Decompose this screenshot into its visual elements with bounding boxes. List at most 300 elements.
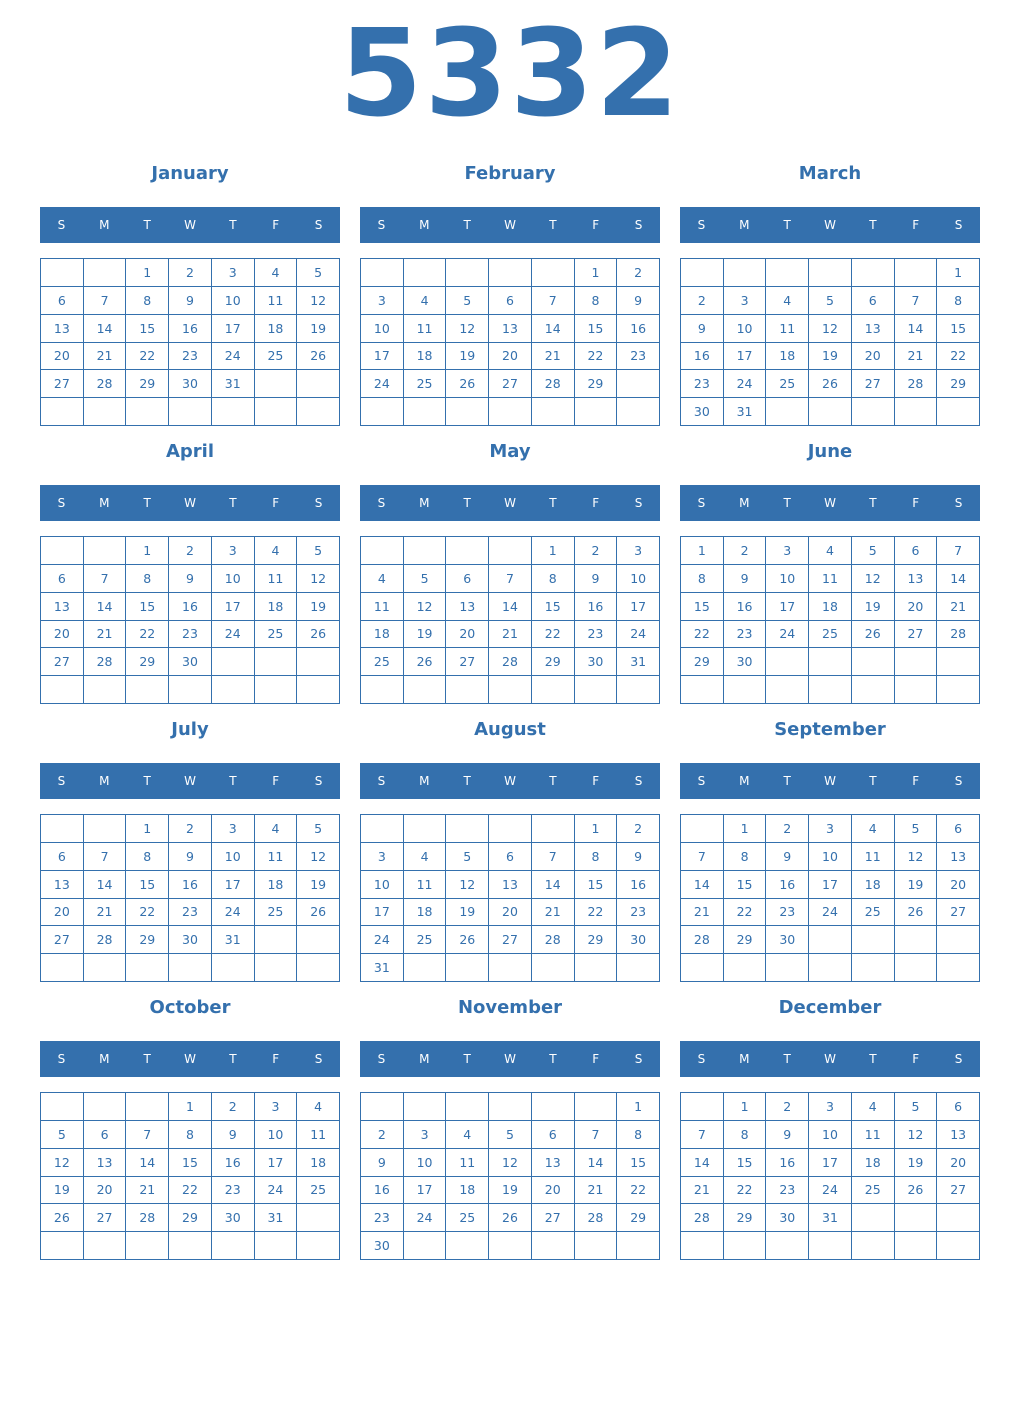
day-cell: 25 — [852, 1177, 895, 1205]
weekday-label: S — [377, 496, 386, 510]
day-cell: 14 — [575, 1149, 618, 1177]
day-cell: 29 — [724, 1204, 767, 1232]
weekday-label: W — [184, 1052, 196, 1066]
day-cell: 19 — [446, 343, 489, 371]
empty-day-cell — [489, 259, 532, 287]
day-cell: 5 — [809, 287, 852, 315]
day-cell: 16 — [169, 593, 212, 621]
empty-day-cell — [212, 1232, 255, 1260]
weekday-label: W — [504, 1052, 516, 1066]
day-cell: 19 — [41, 1177, 84, 1205]
weekday-label: M — [739, 1052, 750, 1066]
empty-day-cell — [809, 398, 852, 426]
months-grid — [40, 155, 980, 1267]
day-cell: 11 — [404, 871, 447, 899]
day-cell: 5 — [895, 815, 938, 843]
day-cell: 12 — [41, 1149, 84, 1177]
empty-day-cell — [84, 259, 127, 287]
day-cell: 17 — [766, 593, 809, 621]
weekday-label: S — [57, 496, 66, 510]
day-cell: 6 — [937, 815, 980, 843]
empty-day-cell — [41, 815, 84, 843]
day-cell: 21 — [681, 899, 724, 927]
month-title: January — [151, 163, 229, 184]
weekday-label: M — [739, 774, 750, 788]
day-cell: 22 — [169, 1177, 212, 1205]
day-grid — [360, 814, 660, 982]
empty-day-cell — [809, 648, 852, 676]
day-cell: 11 — [404, 315, 447, 343]
day-cell: 18 — [361, 621, 404, 649]
weekday-label: S — [634, 774, 643, 788]
weekday-header — [680, 1041, 980, 1077]
day-cell: 26 — [404, 648, 447, 676]
day-cell: 23 — [681, 370, 724, 398]
weekday-label: T — [143, 1052, 151, 1066]
weekday-label: F — [272, 774, 280, 788]
empty-day-cell — [724, 676, 767, 704]
day-cell: 15 — [169, 1149, 212, 1177]
month-january — [40, 155, 340, 433]
empty-day-cell — [404, 259, 447, 287]
weekday-label: S — [57, 774, 66, 788]
day-cell: 25 — [766, 370, 809, 398]
day-cell: 30 — [169, 648, 212, 676]
weekday-label: W — [504, 774, 516, 788]
weekday-header — [680, 207, 980, 243]
day-cell: 12 — [297, 565, 340, 593]
weekday-label: S — [377, 1052, 386, 1066]
month-title: December — [778, 997, 882, 1018]
empty-day-cell — [724, 259, 767, 287]
day-cell: 2 — [169, 815, 212, 843]
day-cell: 30 — [617, 926, 660, 954]
weekday-label: S — [954, 774, 963, 788]
weekday-label: T — [229, 218, 237, 232]
day-cell: 6 — [895, 537, 938, 565]
day-cell: 9 — [169, 565, 212, 593]
day-cell: 21 — [895, 343, 938, 371]
day-cell: 5 — [446, 287, 489, 315]
day-cell: 13 — [895, 565, 938, 593]
day-cell: 18 — [809, 593, 852, 621]
empty-day-cell — [404, 537, 447, 565]
empty-day-cell — [809, 926, 852, 954]
empty-day-cell — [766, 398, 809, 426]
weekday-header — [680, 485, 980, 521]
day-cell: 1 — [126, 815, 169, 843]
day-cell: 5 — [297, 537, 340, 565]
empty-day-cell — [766, 676, 809, 704]
day-cell: 6 — [532, 1121, 575, 1149]
month-title: October — [149, 997, 231, 1018]
day-cell: 9 — [724, 565, 767, 593]
day-cell: 6 — [489, 843, 532, 871]
day-cell: 17 — [809, 871, 852, 899]
day-cell: 15 — [126, 593, 169, 621]
day-cell: 1 — [681, 537, 724, 565]
weekday-label: M — [99, 496, 110, 510]
day-cell: 21 — [575, 1177, 618, 1205]
empty-day-cell — [84, 1232, 127, 1260]
day-cell: 16 — [681, 343, 724, 371]
day-cell: 10 — [361, 315, 404, 343]
empty-day-cell — [41, 676, 84, 704]
day-cell: 4 — [361, 565, 404, 593]
empty-day-cell — [895, 398, 938, 426]
month-title: August — [474, 719, 546, 740]
weekday-label: T — [783, 496, 791, 510]
empty-day-cell — [852, 954, 895, 982]
empty-day-cell — [575, 954, 618, 982]
empty-day-cell — [297, 1204, 340, 1232]
day-cell: 18 — [297, 1149, 340, 1177]
empty-day-cell — [617, 1232, 660, 1260]
day-cell: 2 — [169, 259, 212, 287]
day-cell: 21 — [489, 621, 532, 649]
day-cell: 28 — [489, 648, 532, 676]
empty-day-cell — [446, 537, 489, 565]
day-cell: 7 — [489, 565, 532, 593]
empty-day-cell — [446, 398, 489, 426]
day-cell: 26 — [297, 899, 340, 927]
empty-day-cell — [297, 398, 340, 426]
empty-day-cell — [766, 648, 809, 676]
empty-day-cell — [895, 259, 938, 287]
day-cell: 15 — [575, 315, 618, 343]
day-cell: 8 — [575, 843, 618, 871]
day-cell: 4 — [404, 287, 447, 315]
weekday-label: S — [954, 218, 963, 232]
weekday-label: M — [739, 496, 750, 510]
day-cell: 19 — [297, 315, 340, 343]
day-cell: 27 — [937, 1177, 980, 1205]
empty-day-cell — [617, 676, 660, 704]
weekday-label: W — [824, 774, 836, 788]
day-cell: 1 — [126, 537, 169, 565]
empty-day-cell — [404, 1093, 447, 1121]
day-cell: 29 — [126, 370, 169, 398]
day-cell: 30 — [766, 1204, 809, 1232]
day-cell: 22 — [617, 1177, 660, 1205]
day-cell: 18 — [852, 1149, 895, 1177]
empty-day-cell — [852, 259, 895, 287]
empty-day-cell — [681, 815, 724, 843]
weekday-label: W — [824, 496, 836, 510]
day-cell: 26 — [852, 621, 895, 649]
weekday-label: F — [272, 496, 280, 510]
weekday-label: M — [419, 774, 430, 788]
day-cell: 20 — [937, 1149, 980, 1177]
empty-day-cell — [809, 1232, 852, 1260]
day-cell: 23 — [724, 621, 767, 649]
empty-day-cell — [126, 1232, 169, 1260]
day-cell: 9 — [361, 1149, 404, 1177]
weekday-label: T — [463, 774, 471, 788]
empty-day-cell — [766, 1232, 809, 1260]
weekday-label: T — [783, 1052, 791, 1066]
day-cell: 19 — [895, 871, 938, 899]
day-cell: 7 — [84, 843, 127, 871]
day-cell: 20 — [489, 343, 532, 371]
weekday-label: M — [419, 218, 430, 232]
day-cell: 7 — [575, 1121, 618, 1149]
weekday-label: S — [57, 218, 66, 232]
day-cell: 23 — [575, 621, 618, 649]
empty-day-cell — [84, 815, 127, 843]
day-cell: 13 — [937, 843, 980, 871]
day-cell: 1 — [617, 1093, 660, 1121]
day-cell: 8 — [937, 287, 980, 315]
empty-day-cell — [169, 398, 212, 426]
day-cell: 7 — [126, 1121, 169, 1149]
empty-day-cell — [937, 954, 980, 982]
day-cell: 5 — [852, 537, 895, 565]
day-cell: 13 — [532, 1149, 575, 1177]
day-cell: 28 — [681, 926, 724, 954]
day-cell: 4 — [809, 537, 852, 565]
day-cell: 24 — [212, 343, 255, 371]
empty-day-cell — [489, 676, 532, 704]
day-cell: 29 — [575, 926, 618, 954]
day-cell: 31 — [724, 398, 767, 426]
day-cell: 5 — [41, 1121, 84, 1149]
day-cell: 26 — [809, 370, 852, 398]
empty-day-cell — [126, 1093, 169, 1121]
day-cell: 4 — [852, 815, 895, 843]
day-cell: 10 — [809, 843, 852, 871]
weekday-label: W — [184, 218, 196, 232]
weekday-label: M — [739, 218, 750, 232]
day-cell: 6 — [41, 843, 84, 871]
weekday-label: T — [549, 774, 557, 788]
month-title: November — [457, 997, 563, 1018]
weekday-label: W — [504, 496, 516, 510]
year-title: 5332 — [339, 5, 681, 144]
day-cell: 28 — [532, 926, 575, 954]
day-cell: 5 — [895, 1093, 938, 1121]
day-cell: 21 — [532, 899, 575, 927]
weekday-label: F — [592, 774, 600, 788]
empty-day-cell — [84, 1093, 127, 1121]
day-cell: 9 — [766, 843, 809, 871]
empty-day-cell — [169, 676, 212, 704]
day-cell: 4 — [446, 1121, 489, 1149]
day-cell: 26 — [895, 1177, 938, 1205]
empty-day-cell — [532, 676, 575, 704]
day-grid — [40, 814, 340, 982]
day-cell: 12 — [446, 315, 489, 343]
month-title: September — [774, 719, 886, 740]
day-cell: 6 — [41, 565, 84, 593]
weekday-label: M — [419, 496, 430, 510]
day-cell: 17 — [255, 1149, 298, 1177]
day-cell: 17 — [361, 343, 404, 371]
day-cell: 13 — [937, 1121, 980, 1149]
day-cell: 8 — [575, 287, 618, 315]
day-cell: 24 — [212, 899, 255, 927]
empty-day-cell — [766, 954, 809, 982]
day-cell: 22 — [126, 343, 169, 371]
empty-day-cell — [937, 926, 980, 954]
day-cell: 19 — [895, 1149, 938, 1177]
empty-day-cell — [41, 1232, 84, 1260]
day-cell: 13 — [489, 315, 532, 343]
empty-day-cell — [575, 398, 618, 426]
weekday-label: S — [377, 218, 386, 232]
month-november — [360, 989, 660, 1267]
day-cell: 15 — [617, 1149, 660, 1177]
day-cell: 6 — [852, 287, 895, 315]
day-cell: 19 — [297, 593, 340, 621]
day-cell: 23 — [169, 343, 212, 371]
weekday-label: S — [314, 774, 323, 788]
day-cell: 1 — [169, 1093, 212, 1121]
month-title: May — [489, 441, 531, 462]
empty-day-cell — [852, 398, 895, 426]
day-cell: 20 — [852, 343, 895, 371]
day-cell: 23 — [617, 343, 660, 371]
day-cell: 8 — [681, 565, 724, 593]
empty-day-cell — [489, 954, 532, 982]
day-cell: 22 — [681, 621, 724, 649]
day-grid — [680, 258, 980, 426]
day-cell: 18 — [404, 343, 447, 371]
day-cell: 13 — [41, 871, 84, 899]
day-cell: 29 — [575, 370, 618, 398]
day-cell: 16 — [212, 1149, 255, 1177]
month-title: March — [798, 163, 862, 184]
day-cell: 3 — [809, 815, 852, 843]
day-cell: 25 — [852, 899, 895, 927]
day-cell: 25 — [255, 899, 298, 927]
weekday-label: F — [912, 774, 920, 788]
empty-day-cell — [617, 954, 660, 982]
day-cell: 23 — [617, 899, 660, 927]
day-cell: 27 — [532, 1204, 575, 1232]
empty-day-cell — [681, 259, 724, 287]
day-cell: 2 — [617, 815, 660, 843]
day-cell: 18 — [255, 315, 298, 343]
day-cell: 27 — [41, 926, 84, 954]
empty-day-cell — [446, 259, 489, 287]
day-cell: 10 — [766, 565, 809, 593]
day-cell: 28 — [895, 370, 938, 398]
day-cell: 11 — [446, 1149, 489, 1177]
day-cell: 7 — [681, 1121, 724, 1149]
empty-day-cell — [212, 398, 255, 426]
weekday-label: W — [504, 218, 516, 232]
day-cell: 2 — [169, 537, 212, 565]
day-cell: 12 — [404, 593, 447, 621]
day-cell: 4 — [255, 259, 298, 287]
day-cell: 24 — [404, 1204, 447, 1232]
day-cell: 10 — [212, 843, 255, 871]
day-cell: 25 — [297, 1177, 340, 1205]
empty-day-cell — [895, 1232, 938, 1260]
day-cell: 9 — [617, 843, 660, 871]
weekday-label: T — [143, 496, 151, 510]
day-cell: 24 — [361, 926, 404, 954]
day-cell: 25 — [404, 370, 447, 398]
day-cell: 25 — [255, 621, 298, 649]
day-cell: 22 — [126, 899, 169, 927]
day-cell: 16 — [169, 871, 212, 899]
day-cell: 26 — [489, 1204, 532, 1232]
day-cell: 21 — [84, 343, 127, 371]
day-cell: 25 — [809, 621, 852, 649]
day-cell: 14 — [681, 871, 724, 899]
day-cell: 1 — [126, 259, 169, 287]
weekday-header — [40, 485, 340, 521]
empty-day-cell — [41, 398, 84, 426]
day-cell: 10 — [212, 565, 255, 593]
weekday-label: W — [824, 218, 836, 232]
weekday-label: F — [272, 1052, 280, 1066]
day-cell: 16 — [169, 315, 212, 343]
day-cell: 27 — [84, 1204, 127, 1232]
day-cell: 13 — [41, 593, 84, 621]
empty-day-cell — [489, 815, 532, 843]
day-cell: 23 — [361, 1204, 404, 1232]
day-cell: 18 — [766, 343, 809, 371]
day-grid — [360, 536, 660, 704]
day-cell: 31 — [212, 370, 255, 398]
day-cell: 7 — [895, 287, 938, 315]
day-cell: 15 — [937, 315, 980, 343]
day-cell: 10 — [212, 287, 255, 315]
empty-day-cell — [255, 676, 298, 704]
month-title: June — [807, 441, 853, 462]
empty-day-cell — [297, 954, 340, 982]
day-cell: 6 — [84, 1121, 127, 1149]
day-cell: 27 — [489, 370, 532, 398]
day-cell: 4 — [404, 843, 447, 871]
weekday-label: S — [634, 218, 643, 232]
empty-day-cell — [126, 676, 169, 704]
day-cell: 7 — [532, 843, 575, 871]
day-cell: 9 — [212, 1121, 255, 1149]
weekday-label: T — [783, 218, 791, 232]
day-grid — [360, 258, 660, 426]
day-cell: 28 — [532, 370, 575, 398]
day-cell: 12 — [297, 843, 340, 871]
day-grid — [360, 1092, 660, 1260]
day-cell: 9 — [575, 565, 618, 593]
month-title: July — [171, 719, 209, 740]
empty-day-cell — [446, 954, 489, 982]
day-cell: 11 — [255, 565, 298, 593]
day-cell: 28 — [937, 621, 980, 649]
weekday-label: T — [463, 496, 471, 510]
day-cell: 12 — [297, 287, 340, 315]
day-cell: 26 — [41, 1204, 84, 1232]
day-cell: 19 — [852, 593, 895, 621]
day-cell: 14 — [532, 315, 575, 343]
day-cell: 19 — [404, 621, 447, 649]
weekday-header — [360, 763, 660, 799]
day-cell: 4 — [255, 537, 298, 565]
day-cell: 8 — [126, 287, 169, 315]
empty-day-cell — [446, 1093, 489, 1121]
day-cell: 20 — [446, 621, 489, 649]
day-cell: 12 — [446, 871, 489, 899]
day-cell: 29 — [532, 648, 575, 676]
day-cell: 4 — [297, 1093, 340, 1121]
day-cell: 24 — [809, 1177, 852, 1205]
weekday-label: F — [912, 496, 920, 510]
empty-day-cell — [937, 648, 980, 676]
